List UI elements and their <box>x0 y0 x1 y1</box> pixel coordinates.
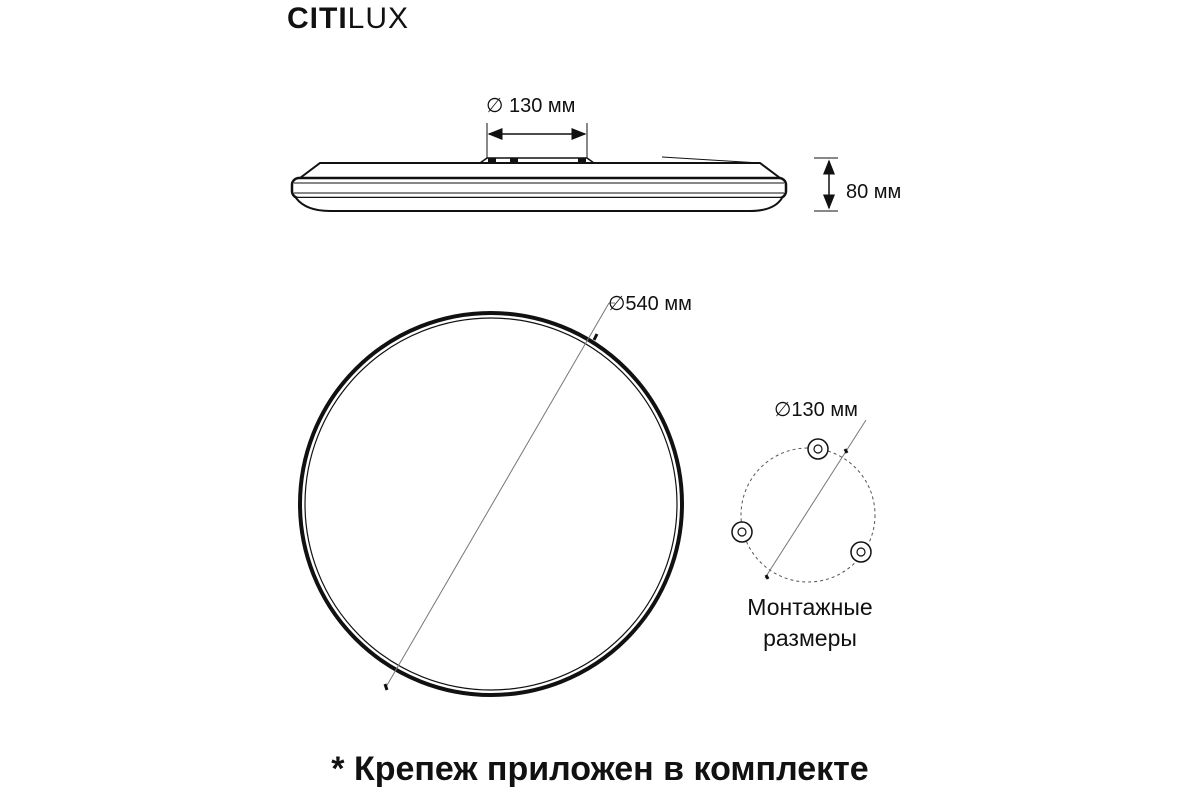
mount-hole-left <box>732 522 752 542</box>
mount-diameter-label: ∅130 мм <box>774 399 858 421</box>
top-diameter-line <box>386 303 609 687</box>
mounting-diagram <box>732 399 875 582</box>
mount-screw-3 <box>578 158 586 162</box>
mount-screw-1 <box>488 158 496 162</box>
brand-logo: CITILUX <box>287 2 410 35</box>
footnote: * Крепеж приложен в комплекте <box>331 750 869 788</box>
mounting-caption-line2: размеры <box>763 625 857 651</box>
lamp-outline-circle <box>300 313 682 695</box>
mount-diameter-mark-2 <box>845 449 847 453</box>
side-view <box>292 95 901 211</box>
height-label: 80 мм <box>846 181 902 203</box>
mounting-caption <box>700 592 920 654</box>
lamp-inner-circle <box>305 318 677 690</box>
mount-screw-2 <box>510 158 518 162</box>
side-mount-diameter-label: ∅ 130 мм <box>486 95 576 117</box>
mounting-circle <box>741 448 875 582</box>
top-diameter-mark-1 <box>385 684 387 690</box>
mount-diameter-mark-1 <box>766 575 768 579</box>
mount-hole-right <box>851 542 871 562</box>
top-diameter-label: ∅540 мм <box>608 293 692 315</box>
mount-hole-top <box>808 439 828 459</box>
top-view <box>300 293 692 695</box>
top-diameter-mark-2 <box>594 334 597 340</box>
lamp-rim <box>292 178 786 198</box>
mounting-caption-line1: Монтажные <box>747 594 873 620</box>
lamp-diffuser <box>296 198 782 211</box>
lamp-upper-body <box>300 163 780 178</box>
